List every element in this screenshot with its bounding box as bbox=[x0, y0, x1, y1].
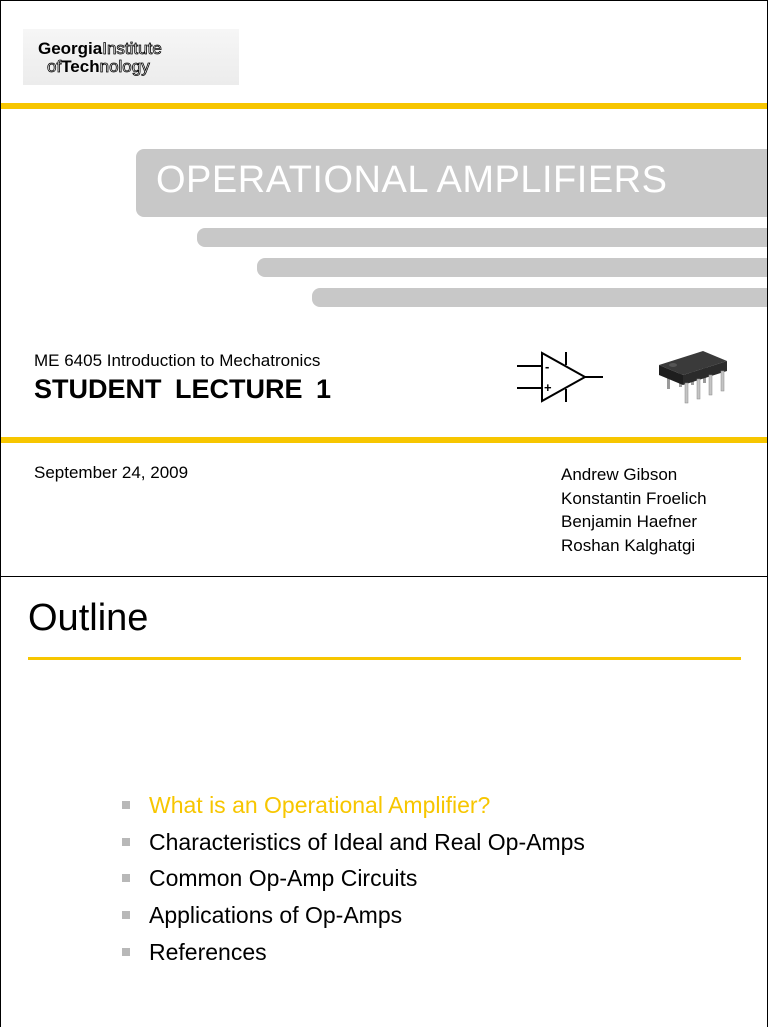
outline-title: Outline bbox=[28, 597, 149, 639]
course-name: ME 6405 Introduction to Mechatronics bbox=[34, 351, 321, 370]
author-name: Roshan Kalghatgi bbox=[561, 535, 696, 555]
outline-item-applications: Applications of Op-Amps bbox=[119, 897, 585, 934]
author-name: Benjamin Haefner bbox=[561, 512, 698, 531]
bullet-square-icon bbox=[122, 874, 130, 882]
lecture-date: September 24, 2009 bbox=[34, 463, 189, 482]
svg-text:+: + bbox=[544, 380, 552, 395]
outline-item-what-is-op-amp: What is an Operational Amplifier? bbox=[119, 787, 585, 824]
author-name: Andrew Gibson bbox=[561, 465, 678, 484]
slide-title: OPERATIONAL AMPLIFIERS bbox=[156, 159, 668, 201]
outline-item-characteristics: Characteristics of Ideal and Real Op-Amps bbox=[119, 824, 585, 861]
bullet-square-icon bbox=[122, 948, 130, 956]
bullet-square-icon bbox=[122, 838, 130, 846]
svg-text:-: - bbox=[545, 359, 550, 374]
outline-item-common-circuits: Common Op-Amp Circuits bbox=[119, 860, 585, 897]
logo-wordmark bbox=[23, 29, 239, 85]
bottom-yellow-rule bbox=[1, 437, 768, 443]
outline-item-references: References bbox=[119, 934, 585, 971]
decor-stripe-1 bbox=[197, 228, 768, 247]
dip-chip-icon bbox=[655, 345, 731, 409]
bullet-square-icon bbox=[122, 801, 130, 809]
decor-stripe-3 bbox=[312, 288, 768, 307]
author-list bbox=[561, 463, 707, 557]
top-yellow-rule bbox=[1, 103, 768, 109]
outline-slide bbox=[0, 576, 768, 1027]
outline-yellow-rule bbox=[28, 657, 741, 660]
svg-text:ofTechnology: ofTechnology bbox=[47, 57, 150, 76]
outline-list bbox=[119, 787, 585, 971]
author-name: Konstantin Froelich bbox=[561, 488, 707, 508]
decor-stripe-2 bbox=[257, 258, 768, 277]
lecture-label: STUDENT LECTURE 1 bbox=[34, 374, 332, 404]
bullet-square-icon bbox=[122, 911, 130, 919]
svg-text:GeorgiaInstitute: GeorgiaInstitute bbox=[38, 39, 162, 58]
georgia-tech-logo bbox=[23, 29, 239, 85]
op-amp-symbol-icon bbox=[515, 349, 607, 405]
